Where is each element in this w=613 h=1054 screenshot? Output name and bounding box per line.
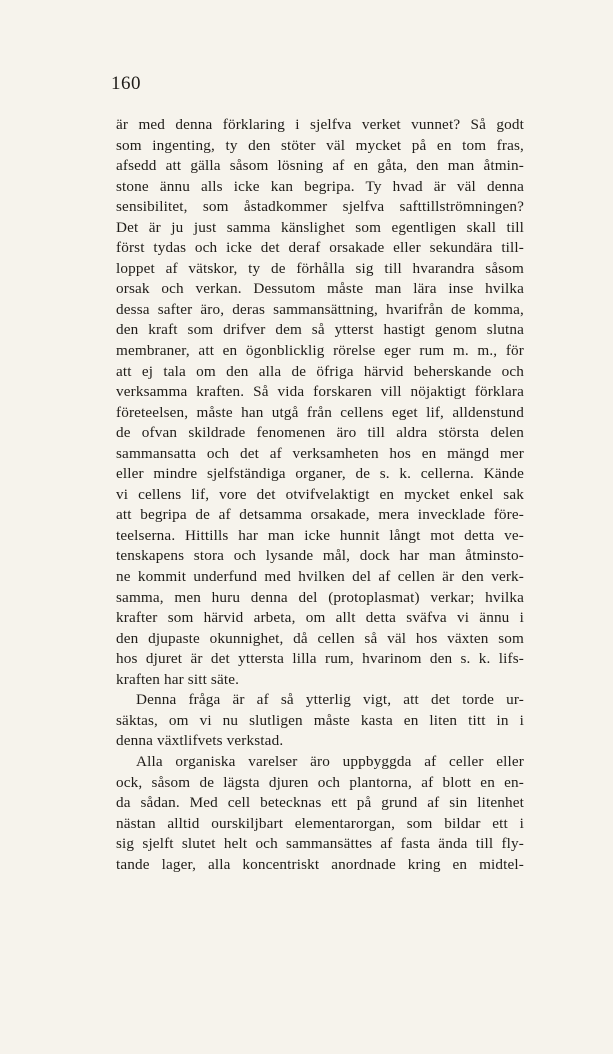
text-line: loppet af vätskor, ty de förhålla sig till hvarandra såsom: [116, 259, 524, 277]
text-line: verksamma kraften. Så vida forskaren vill nöjaktigt förklara: [116, 383, 524, 401]
text-line: som ingenting, ty den stöter väl mycket på en tom fras,: [116, 136, 524, 154]
text-line: Denna fråga är af så ytterlig vigt, att det torde ur-: [136, 691, 524, 709]
text-line: nästan alltid ourskiljbart elementarorgan, som bildar ett i: [116, 814, 524, 832]
text-line: krafter som härvid arbeta, om allt detta sväfva vi ännu i: [116, 609, 524, 627]
text-line: vi cellens lif, vore det otvifvelaktigt en mycket enkel sak: [116, 485, 524, 503]
text-line: de ofvan skildrade fenomenen äro till aldra största delen: [116, 424, 524, 442]
text-line: den djupaste okunnighet, då cellen så väl hos växten som: [116, 629, 524, 647]
text-line: membraner, att en ögonblicklig rörelse eger rum m. m., för: [116, 342, 524, 360]
text-line: dessa safter äro, deras sammansättning, hvarifrån de komma,: [116, 300, 524, 318]
text-line: ock, såsom de lägsta djuren och plantorna, af blott en en-: [116, 773, 524, 791]
text-line: afsedd att gälla såsom lösning af en gåta, den man åtmin-: [116, 157, 524, 175]
text-line: är med denna förklaring i sjelfva verket vunnet? Så godt: [116, 116, 524, 133]
text-line: sig sjelft slutet helt och sammansättes af fasta ända till fly-: [116, 835, 524, 853]
text-line: sammansatta och det af verksamheten hos en mängd mer: [116, 444, 524, 462]
text-line: samma, men huru denna del (protoplasmat) verkar; hvilka: [116, 588, 524, 606]
text-line: denna växtlifvets verkstad.: [116, 732, 284, 750]
text-line: da sådan. Med cell betecknas ett på grund af sin litenhet: [116, 794, 524, 812]
text-line: att begripa de af detsamma orsakade, mera invecklade före-: [116, 506, 524, 524]
text-line: sensibilitet, som åstadkommer sjelfva safttillströmningen?: [116, 198, 524, 216]
text-line: kraften har sitt säte.: [116, 670, 240, 688]
text-line: Alla organiska varelser äro uppbyggda af celler eller: [136, 752, 524, 770]
text-line: att ej tala om den alla de öfriga härvid beherskande och: [116, 362, 524, 380]
text-line: företeelsen, måste han utgå från cellens eget lif, alldenstund: [116, 403, 524, 421]
text-line: ne kommit underfund med hvilken del af cellen är den verk-: [116, 568, 524, 586]
text-line: först tydas och icke det deraf orsakade eller sekundära till-: [116, 239, 524, 257]
text-line: tenskapens stora och lysande mål, dock har man åtminsto-: [116, 547, 524, 565]
page-number: 160: [111, 73, 141, 94]
text-line: teelserna. Hittills har man icke hunnit långt mot detta ve-: [116, 526, 524, 544]
text-line: orsak och verkan. Dessutom måste man lära inse hvilka: [116, 280, 524, 298]
text-line: eller mindre sjelfständiga organer, de s. k. cellerna. Kände: [116, 465, 524, 483]
text-line: den kraft som drifver dem så ytterst hastigt genom slutna: [116, 321, 524, 339]
text-line: tande lager, alla koncentriskt anordnade kring en midtel-: [116, 855, 524, 873]
text-line: säktas, om vi nu slutligen måste kasta en liten titt in i: [116, 711, 524, 729]
body-text: [116, 115, 524, 875]
text-line: hos djuret är det yttersta lilla rum, hvarinom den s. k. lifs-: [116, 650, 524, 668]
text-line: stone ännu alls icke kan begripa. Ty hvad är väl denna: [116, 177, 524, 195]
text-line: Det är ju just samma känslighet som egentligen skall till: [116, 218, 524, 236]
